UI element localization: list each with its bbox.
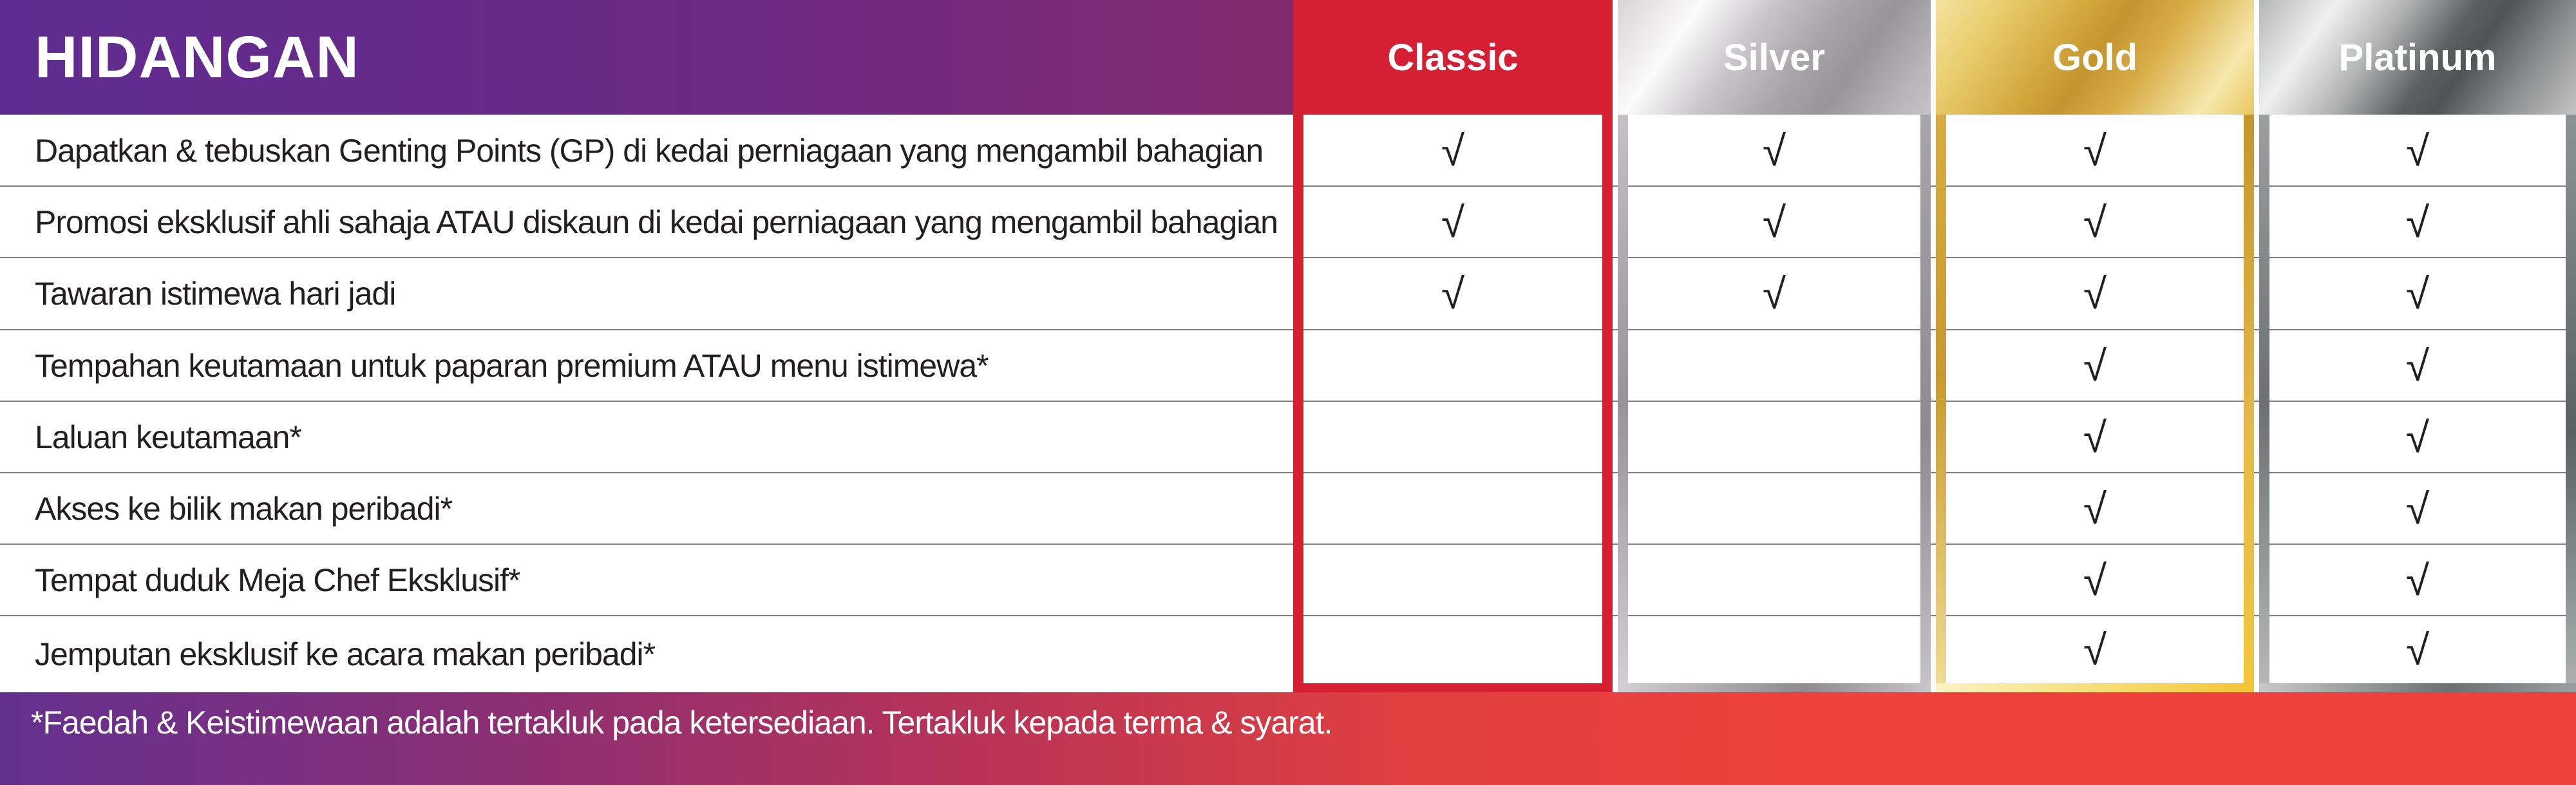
check-cell: √ [2083,126,2107,175]
check-cell: √ [2083,341,2107,390]
check-cell: √ [1441,270,1465,317]
check-cell [1303,616,1602,683]
table-row [0,186,1293,258]
gold-check-column [1946,115,2244,683]
tier-header-classic [1293,0,1613,115]
frame-edge [1936,115,1946,692]
table-row [0,616,1293,692]
classic-check-column [1303,115,1602,683]
check-cell [1303,330,1602,401]
check-cell [1303,473,1602,544]
frame-edge [1618,115,1628,692]
table-row [0,401,1293,473]
check-cell: √ [2405,270,2430,317]
feature-label: Akses ke bilik makan peribadi* [35,490,453,527]
check-cell [1628,616,1920,683]
tier-label-silver: Silver [1723,36,1825,79]
feature-label: Tempat duduk Meja Chef Eksklusif* [35,562,520,598]
frame-edge [1618,683,1931,692]
footnote-bar [0,692,2576,785]
platinum-check-column [2269,115,2566,683]
feature-label: Dapatkan & tebuskan Genting Points (GP) di kedai perniagaan yang mengambil bahagian [35,132,1264,169]
check-cell: √ [1762,126,1786,175]
feature-label: Tempahan keutamaan untuk paparan premium ATAU menu istimewa* [35,347,989,384]
frame-edge [1920,115,1931,692]
check-cell: √ [2405,556,2430,604]
frame-edge [2259,115,2269,692]
frame-edge [2244,115,2254,692]
page-title-banner [0,0,1293,115]
page-title: HIDANGAN [35,24,359,90]
feature-label: Laluan keutamaan* [35,419,301,455]
check-cell: √ [2405,341,2430,390]
check-cell: √ [1441,198,1465,246]
check-cell: √ [2083,556,2107,604]
table-row [0,544,1293,616]
check-cell: √ [2405,413,2430,461]
tier-label-gold: Gold [2052,36,2138,79]
feature-label: Promosi eksklusif ahli sahaja ATAU diskaun di kedai perniagaan yang mengambil bahagian [35,203,1278,240]
check-cell [1628,330,1920,401]
feature-label: Tawaran istimewa hari jadi [35,276,396,312]
table-row [0,115,1293,186]
frame-edge [2566,115,2576,692]
frame-edge [1936,683,2254,692]
check-cell [1628,544,1920,616]
check-cell: √ [2405,625,2430,674]
footnote-text: *Faedah & Keistimewaan adalah tertakluk pada ketersediaan. Tertakluk kepada terma & syarat. [31,705,1332,741]
check-cell: √ [2405,484,2430,533]
frame-edge [1602,115,1613,692]
check-cell [1628,473,1920,544]
feature-column [0,115,1293,692]
check-cell: √ [2405,198,2430,246]
table-row [0,473,1293,544]
silver-check-column [1628,115,1920,683]
table-row [0,330,1293,401]
tier-label-platinum: Platinum [2338,36,2497,79]
check-cell: √ [1441,126,1465,175]
check-cell [1628,401,1920,473]
check-cell: √ [2083,198,2107,246]
check-cell [1303,401,1602,473]
frame-edge [1293,683,1613,692]
check-cell: √ [1762,270,1786,317]
frame-edge [2259,683,2576,692]
check-cell: √ [1762,198,1786,246]
check-cell: √ [2083,625,2107,674]
check-cell: √ [2083,484,2107,533]
tier-label-classic: Classic [1387,36,1519,79]
feature-label: Jemputan eksklusif ke acara makan peribadi* [35,636,656,672]
tier-header-silver [1618,0,1931,115]
check-cell [1303,544,1602,616]
table-row [0,258,1293,330]
tier-header-gold [1936,0,2254,115]
check-cell: √ [2083,270,2107,317]
check-cell: √ [2405,126,2430,175]
tier-header-platinum [2259,0,2576,115]
frame-edge [1293,115,1303,692]
check-cell: √ [2083,413,2107,461]
